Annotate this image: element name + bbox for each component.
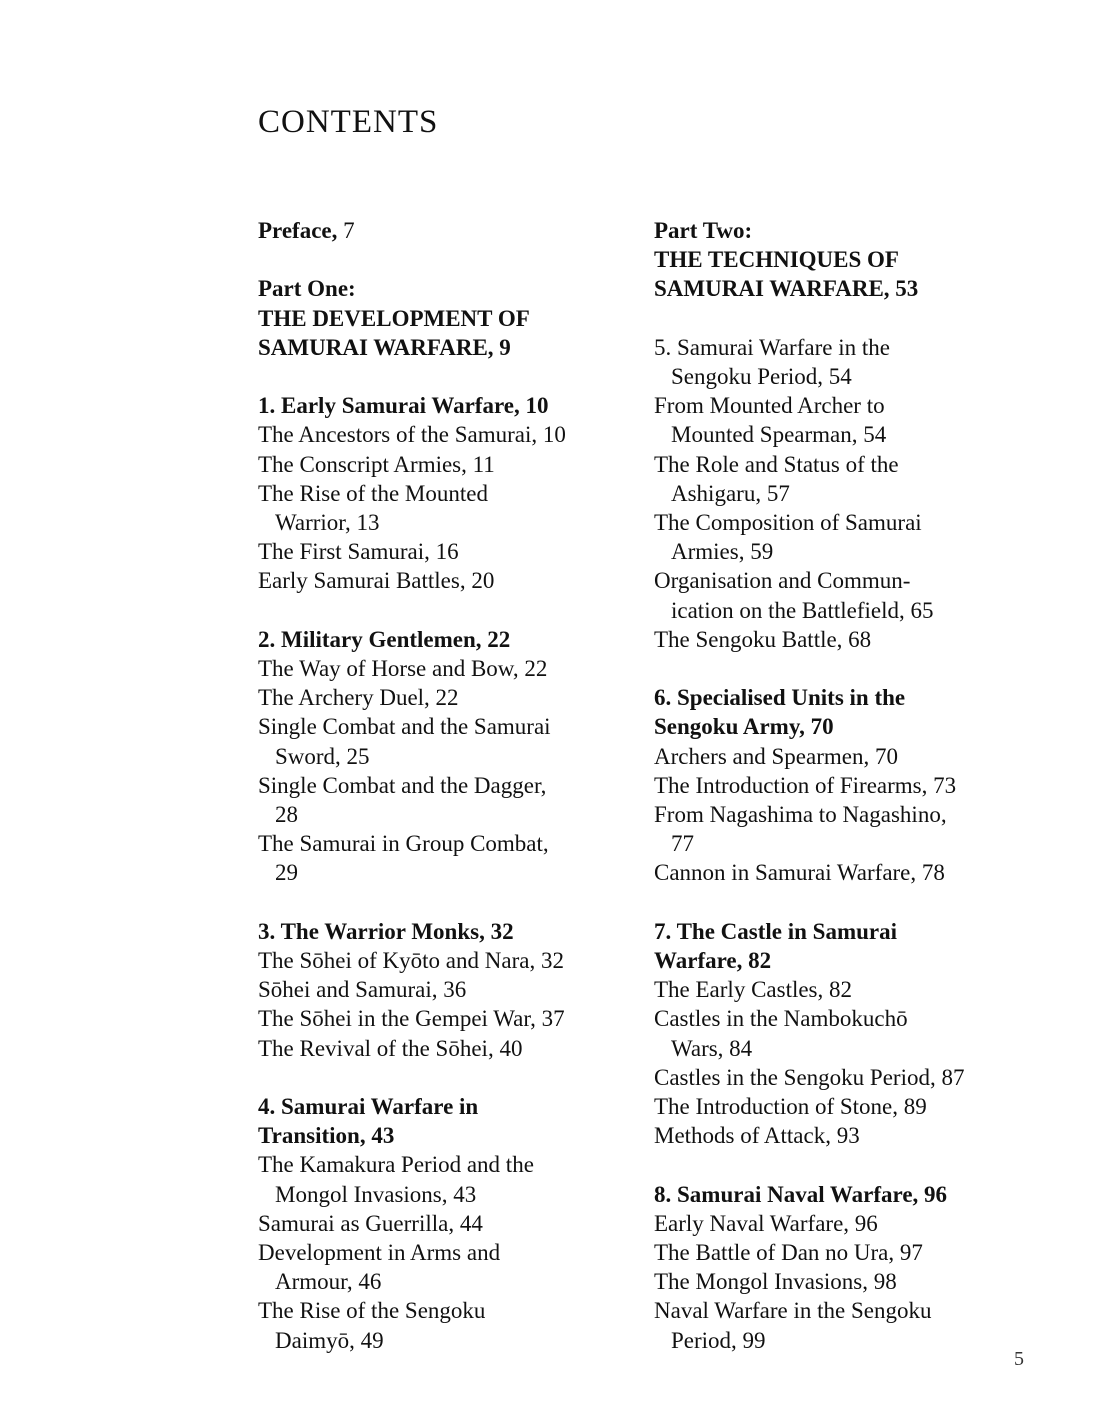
toc-entry: Organisation and Commun-	[654, 568, 911, 594]
toc-entry: From Mounted Archer to	[654, 393, 885, 419]
toc-entry: The Archery Duel, 22	[258, 685, 459, 711]
toc-entry: Development in Arms and	[258, 1240, 501, 1266]
toc-entry: The Sengoku Battle, 68	[654, 626, 872, 652]
toc-entry-continued: Mongol Invasions, 43	[275, 1181, 477, 1207]
page-title: CONTENTS	[258, 104, 439, 140]
toc-entry: Single Combat and the Dagger,	[258, 772, 547, 798]
toc-entry: Cannon in Samurai Warfare, 78	[654, 860, 945, 886]
toc-entry: The Rise of the Sengoku	[258, 1298, 486, 1324]
part-heading: Part One:	[258, 276, 356, 302]
chapter-heading: Transition, 43	[258, 1123, 395, 1149]
toc-entry-continued: Sword, 25	[275, 743, 370, 769]
toc-entry-continued: Daimyō, 49	[275, 1327, 384, 1353]
toc-entry: The Sōhei of Kyōto and Nara, 32	[258, 948, 564, 974]
toc-entry: The Introduction of Stone, 89	[654, 1094, 927, 1120]
chapter-heading: 7. The Castle in Samurai	[654, 918, 898, 944]
toc-entry: Early Naval Warfare, 96	[654, 1210, 878, 1236]
page-number: 5	[1014, 1348, 1024, 1370]
chapter-heading: 3. The Warrior Monks, 32	[258, 918, 514, 944]
toc-entry: The Samurai in Group Combat,	[258, 831, 549, 857]
toc-entry: The Introduction of Firearms, 73	[654, 772, 957, 798]
toc-entry-continued: Mounted Spearman, 54	[671, 422, 887, 448]
toc-entry: The Revival of the Sōhei, 40	[258, 1035, 523, 1061]
toc-entry: Archers and Spearmen, 70	[654, 743, 898, 769]
toc-entry: The Mongol Invasions, 98	[654, 1269, 897, 1295]
toc-entry-preface	[258, 216, 658, 245]
toc-entry-continued: Period, 99	[671, 1327, 766, 1353]
chapter-heading: 1. Early Samurai Warfare, 10	[258, 393, 549, 419]
toc-entry-preface-label: Preface,	[258, 218, 338, 243]
toc-entry: The Early Castles, 82	[654, 977, 853, 1003]
toc-entry: The Sōhei in the Gempei War, 37	[258, 1006, 565, 1032]
toc-entry-continued: Ashigaru, 57	[671, 480, 790, 506]
toc-entry-continued: 28	[275, 802, 298, 828]
chapter-heading: 8. Samurai Naval Warfare, 96	[654, 1181, 948, 1207]
toc-entry: Early Samurai Battles, 20	[258, 568, 495, 594]
part-title: THE DEVELOPMENT OF	[258, 305, 530, 331]
toc-entry-preface-page: 7	[337, 218, 355, 243]
toc-entry: The Ancestors of the Samurai, 10	[258, 422, 566, 448]
toc-entry: Samurai as Guerrilla, 44	[258, 1210, 483, 1236]
toc-entry-continued: Wars, 84	[671, 1035, 753, 1061]
toc-entry: Methods of Attack, 93	[654, 1123, 860, 1149]
chapter-heading: 2. Military Gentlemen, 22	[258, 626, 511, 652]
toc-entry-continued: 29	[275, 860, 298, 886]
toc-entry: The Conscript Armies, 11	[258, 451, 495, 477]
toc-entry-continued: Armour, 46	[275, 1269, 382, 1295]
toc-entry: The Battle of Dan no Ura, 97	[654, 1240, 923, 1266]
toc-entry: The Way of Horse and Bow, 22	[258, 656, 548, 681]
toc-entry: Single Combat and the Samurai	[258, 714, 551, 740]
part-title: SAMURAI WARFARE, 9	[258, 334, 511, 360]
chapter-heading: Warfare, 82	[654, 948, 772, 974]
toc-entry-continued: Armies, 59	[671, 539, 774, 565]
chapter-heading: Sengoku Army, 70	[654, 714, 834, 740]
toc-entry: The Composition of Samurai	[654, 510, 922, 536]
toc-entry: Castles in the Sengoku Period, 87	[654, 1064, 965, 1090]
toc-entry: The Kamakura Period and the	[258, 1152, 534, 1178]
toc-entry: The Role and Status of the	[654, 451, 899, 477]
chapter-heading: 4. Samurai Warfare in	[258, 1094, 479, 1120]
chapter-heading: 5. Samurai Warfare in the	[654, 334, 890, 360]
part-heading: Part Two:	[654, 218, 753, 243]
toc-entry: From Nagashima to Nagashino,	[654, 802, 947, 828]
toc-entry: Naval Warfare in the Sengoku	[654, 1298, 932, 1324]
contents-left-column	[258, 216, 658, 1355]
toc-entry-continued: Sengoku Period, 54	[671, 364, 852, 389]
toc-entry: The First Samurai, 16	[258, 539, 459, 565]
part-title: SAMURAI WARFARE, 53	[654, 276, 919, 302]
toc-entry-continued: Warrior, 13	[275, 510, 380, 535]
toc-entry-continued: ication on the Battlefield, 65	[671, 597, 934, 623]
contents-right-column	[654, 216, 1074, 1355]
part-title: THE TECHNIQUES OF	[654, 247, 899, 273]
toc-entry-continued: 77	[671, 831, 694, 857]
chapter-heading: 6. Specialised Units in the	[654, 685, 906, 711]
toc-entry: Sōhei and Samurai, 36	[258, 977, 467, 1003]
toc-entry: The Rise of the Mounted	[258, 480, 488, 506]
toc-entry: Castles in the Nambokuchō	[654, 1006, 908, 1032]
